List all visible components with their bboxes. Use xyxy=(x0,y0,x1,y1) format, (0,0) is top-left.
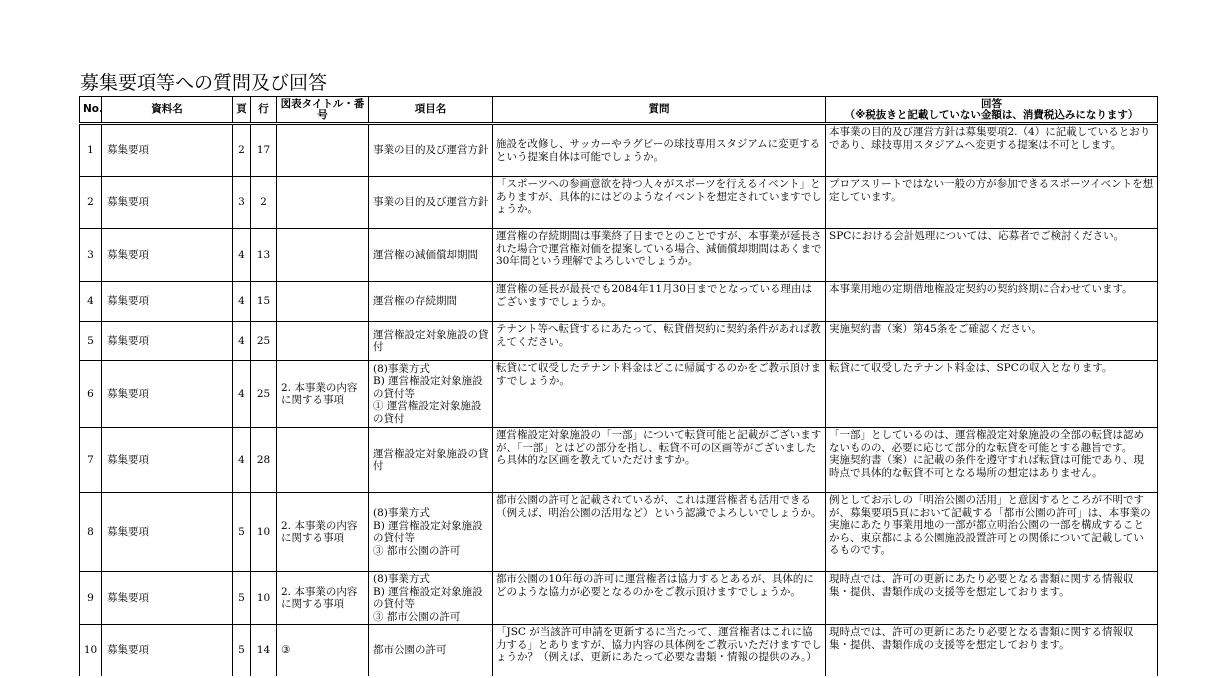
table-row xyxy=(80,322,1158,361)
cell-no: 8 xyxy=(80,493,102,572)
cell-figure: 2. 本事業の内容に関する事項 xyxy=(277,361,369,428)
cell-answer xyxy=(826,572,1158,625)
cell-answer xyxy=(826,124,1158,177)
cell-figure xyxy=(277,229,369,282)
table-row xyxy=(80,177,1158,229)
cell-no: 6 xyxy=(80,361,102,428)
answer-paragraph: プロアスリートではない一般の方が参加できるスポーツイベントを想定しています。 xyxy=(829,178,1154,203)
item-line: ③ 都市公園の許可 xyxy=(373,544,461,557)
cell-line: 14 xyxy=(251,625,277,676)
cell-answer xyxy=(826,625,1158,676)
cell-item xyxy=(369,493,493,572)
cell-item xyxy=(369,177,493,229)
cell-page: 5 xyxy=(233,625,251,676)
cell-item xyxy=(369,229,493,282)
cell-document: 募集要項 xyxy=(102,229,233,282)
cell-item xyxy=(369,322,493,361)
header-no: No. xyxy=(80,97,102,124)
cell-document: 募集要項 xyxy=(102,493,233,572)
cell-document: 募集要項 xyxy=(102,625,233,676)
cell-no: 7 xyxy=(80,428,102,493)
cell-no: 4 xyxy=(80,282,102,322)
item-line: (8)事業方式 xyxy=(373,507,430,519)
header-document: 資料名 xyxy=(102,97,233,124)
table-row xyxy=(80,229,1158,282)
answer-paragraph: 本事業用地の定期借地権設定契約の契約終期に合わせています。 xyxy=(829,283,1133,295)
table-row xyxy=(80,572,1158,625)
header-figure: 図表タイトル・番号 xyxy=(277,97,369,124)
header-answer-note: （※税抜きと記載していない金額は、消費税込みになります） xyxy=(844,108,1139,121)
header-item: 項目名 xyxy=(369,97,493,124)
item-line: B) 運営権設定対象施設の貸付等 xyxy=(373,585,483,610)
cell-page: 5 xyxy=(233,493,251,572)
cell-no: 3 xyxy=(80,229,102,282)
qa-table xyxy=(79,96,1158,676)
cell-document: 募集要項 xyxy=(102,282,233,322)
cell-page: 4 xyxy=(233,229,251,282)
item-line: 運営権設定対象施設の貸付 xyxy=(373,447,489,472)
cell-document: 募集要項 xyxy=(102,572,233,625)
item-line: 運営権の存続期間 xyxy=(373,295,457,308)
cell-line: 13 xyxy=(251,229,277,282)
cell-item xyxy=(369,428,493,493)
item-line: (8)事業方式 xyxy=(373,573,430,585)
cell-question: 運営権の延長が最長でも2084年11月30日までとなっている理由はございますでしょうか。 xyxy=(493,282,826,322)
answer-paragraph: 実施契約書（案）第45条をご確認ください。 xyxy=(829,323,1042,335)
cell-figure xyxy=(277,282,369,322)
cell-no: 10 xyxy=(80,625,102,676)
cell-question: 「JSC が当該許可申請を更新するに当たって、運営権者はこれに協力する」とありますが、協力内容の具体例をご教示いただけますでしょうか？（例えば、更新にあたって必要な書類・情報の提供のみ。） xyxy=(493,625,826,676)
cell-question: 施設を改修し、サッカーやラグビーの球技専用スタジアムに変更するという提案自体は可能でしょうか。 xyxy=(493,124,826,177)
cell-question: 都市公園の10年毎の許可に運営権者は協力するとあるが、具体的にどのような協力が必要となるのかをご教示頂けますでしょうか。 xyxy=(493,572,826,625)
cell-no: 2 xyxy=(80,177,102,229)
cell-item xyxy=(369,282,493,322)
cell-document: 募集要項 xyxy=(102,177,233,229)
cell-line: 10 xyxy=(251,493,277,572)
cell-answer xyxy=(826,177,1158,229)
item-line: B) 運営権設定対象施設の貸付等 xyxy=(373,519,483,544)
cell-page: 4 xyxy=(233,282,251,322)
cell-no: 9 xyxy=(80,572,102,625)
cell-page: 3 xyxy=(233,177,251,229)
item-line: 運営権の減価償却期間 xyxy=(373,248,478,261)
answer-paragraph: SPCにおける会計処理については、応募者でご検討ください。 xyxy=(829,230,1125,242)
cell-line: 28 xyxy=(251,428,277,493)
cell-line: 10 xyxy=(251,572,277,625)
cell-question: 「スポーツへの参画意欲を持つ人々がスポーツを行えるイベント」とありますが、具体的にはどのようなイベントを想定されていますでしょうか。 xyxy=(493,177,826,229)
cell-page: 4 xyxy=(233,361,251,428)
item-line: ③ 都市公園の許可 xyxy=(373,610,461,623)
cell-answer xyxy=(826,229,1158,282)
cell-item xyxy=(369,572,493,625)
cell-page: 4 xyxy=(233,322,251,361)
answer-paragraph: 現時点では、許可の更新にあたり必要となる書類に関する情報収集・提供、書類作成の支援等を想定しております。 xyxy=(829,626,1134,651)
header-row xyxy=(80,97,1158,124)
cell-document: 募集要項 xyxy=(102,361,233,428)
cell-document: 募集要項 xyxy=(102,124,233,177)
cell-figure xyxy=(277,177,369,229)
cell-line: 25 xyxy=(251,361,277,428)
cell-item xyxy=(369,625,493,676)
header-answer-label: 回答 xyxy=(981,97,1002,110)
cell-figure: ③ xyxy=(277,625,369,676)
item-line: 事業の目的及び運営方針 xyxy=(373,196,489,209)
cell-line: 2 xyxy=(251,177,277,229)
page-title: 募集要項等への質問及び回答 xyxy=(80,72,328,94)
cell-answer xyxy=(826,322,1158,361)
cell-answer xyxy=(826,428,1158,493)
cell-page: 5 xyxy=(233,572,251,625)
cell-document: 募集要項 xyxy=(102,322,233,361)
answer-paragraph: 現時点では、許可の更新にあたり必要となる書類に関する情報収集・提供、書類作成の支援等を想定しております。 xyxy=(829,573,1134,598)
cell-question: 転貸にて収受したテナント料金はどこに帰属するのかをご教示頂けますでしょうか。 xyxy=(493,361,826,428)
cell-document: 募集要項 xyxy=(102,428,233,493)
cell-page: 4 xyxy=(233,428,251,493)
item-line: 運営権設定対象施設の貸付 xyxy=(373,328,489,353)
cell-figure xyxy=(277,322,369,361)
cell-figure: 2. 本事業の内容に関する事項 xyxy=(277,493,369,572)
cell-figure xyxy=(277,428,369,493)
table-row xyxy=(80,428,1158,493)
table-row xyxy=(80,361,1158,428)
header-page: 頁 xyxy=(233,97,251,124)
table-row xyxy=(80,625,1158,676)
table-row xyxy=(80,282,1158,322)
cell-line: 17 xyxy=(251,124,277,177)
cell-no: 5 xyxy=(80,322,102,361)
table-row xyxy=(80,493,1158,572)
answer-paragraph: 「一部」としているのは、運営権設定対象施設の全部の転貸は認めないものの、必要に応じて部分的な転貸を可能とする趣旨です。 xyxy=(829,429,1144,454)
cell-answer xyxy=(826,282,1158,322)
table-row xyxy=(80,124,1158,177)
cell-figure: 2. 本事業の内容に関する事項 xyxy=(277,572,369,625)
header-answer xyxy=(826,97,1158,124)
cell-page: 2 xyxy=(233,124,251,177)
item-line: B) 運営権設定対象施設の貸付等 xyxy=(373,375,483,400)
answer-paragraph: 本事業の目的及び運営方針は募集要項2.（4）に記載しているとおりであり、球技専用スタジアムへ変更する提案は不可とします。 xyxy=(829,126,1151,151)
cell-line: 25 xyxy=(251,322,277,361)
cell-no: 1 xyxy=(80,124,102,177)
header-line: 行 xyxy=(251,97,277,124)
answer-paragraph: 実施契約書（案）に記載の条件を遵守すれば転貸は可能であり、現時点で具体的な転貸不可となる場所の想定はありません。 xyxy=(829,454,1144,479)
cell-line: 15 xyxy=(251,282,277,322)
item-line: 都市公園の許可 xyxy=(373,644,447,656)
cell-question: 都市公園の許可と記載されているが、これは運営権者も活用できる（例えば、明治公園の活用など）という認識でよろしいでしょうか。 xyxy=(493,493,826,572)
cell-answer xyxy=(826,361,1158,428)
cell-figure xyxy=(277,124,369,177)
item-line: ① 運営権設定対象施設の貸付 xyxy=(373,400,482,425)
answer-paragraph: 例としてお示しの「明治公園の活用」と意図するところが不明ですが、募集要項5頁において記載する「都市公園の許可」は、本事業の実施にあたり事業用地の一部が都立明治公園の一部を構成することから、東京都による公園施設設置許可との関係について記載しているものです。 xyxy=(829,494,1151,556)
cell-item xyxy=(369,361,493,428)
answer-paragraph: 転貸にて収受したテナント料金は、SPCの収入となります。 xyxy=(829,362,1113,374)
cell-item xyxy=(369,124,493,177)
item-line: 事業の目的及び運営方針 xyxy=(373,144,489,157)
cell-answer xyxy=(826,493,1158,572)
header-question: 質問 xyxy=(493,97,826,124)
cell-question: テナント等へ転貸するにあたって、転貸借契約に契約条件があれば教えてください。 xyxy=(493,322,826,361)
cell-question: 運営権設定対象施設の「一部」について転貸可能と記載がございますが、「一部」とはどの部分を指し、転貸不可の区画等がございましたら具体的な区画を教えていただけますか。 xyxy=(493,428,826,493)
cell-question: 運営権の存続期間は事業終了日までとのことですが、本事業が延長された場合で運営権対価を提案している場合、減価償却期間はあくまで30年間という理解でよろしいでしょうか。 xyxy=(493,229,826,282)
item-line: (8)事業方式 xyxy=(373,362,430,375)
